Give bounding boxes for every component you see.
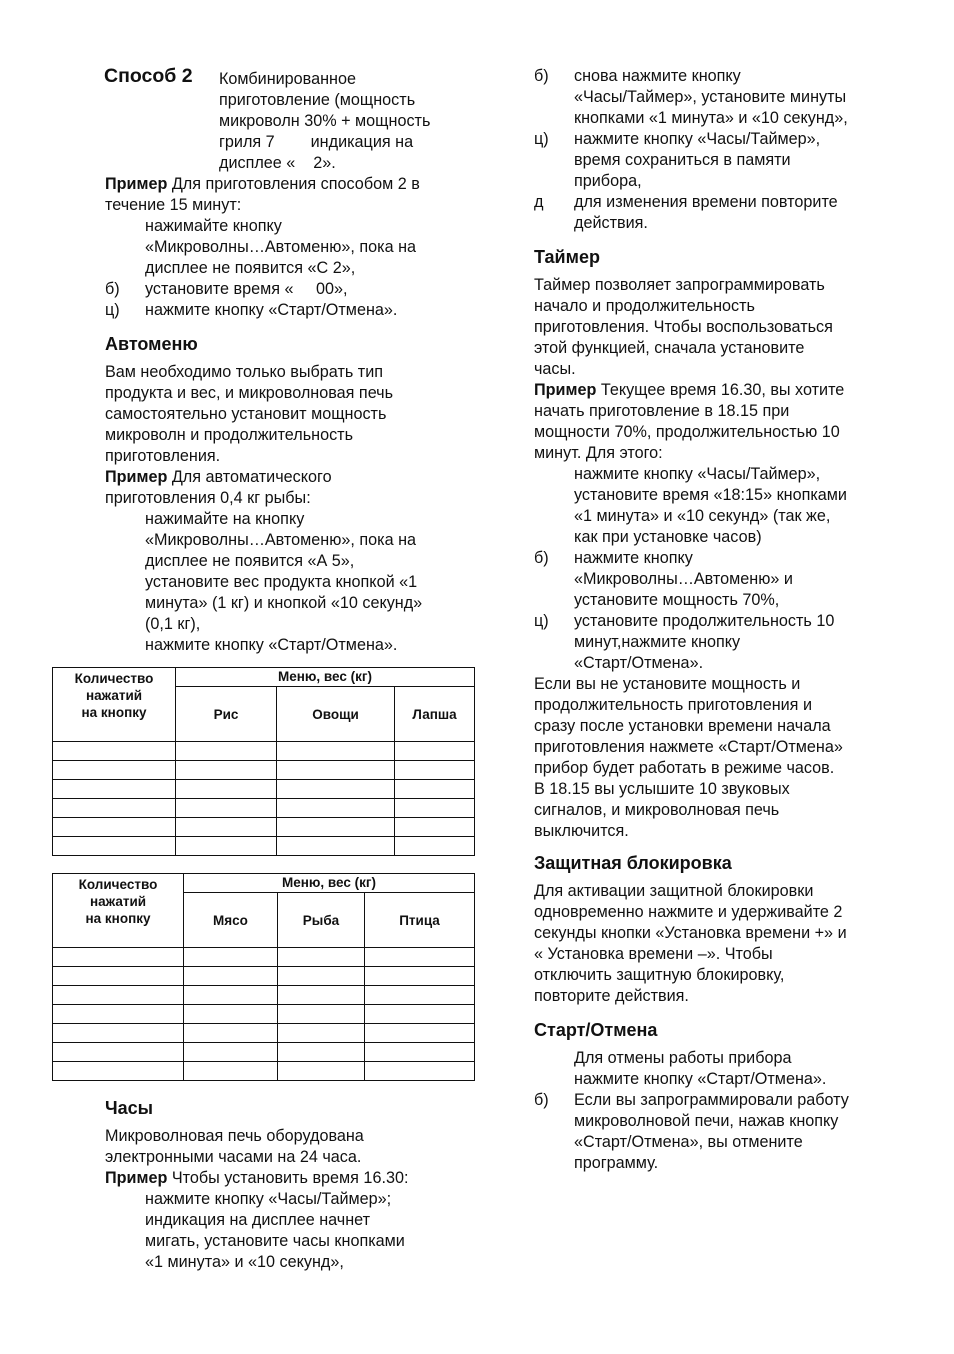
step-text: прибора, [574,172,642,190]
table-row [53,1062,475,1081]
lock-title: Защитная блокировка [534,853,732,873]
timer-after-line: сразу после установки времени начала [534,717,831,735]
step-text: нажмите кнопку [574,549,693,567]
table-left-header [53,874,184,948]
example-label: Пример [105,468,168,486]
table-row [53,986,475,1005]
step-text: для изменения времени повторите [574,193,838,211]
table-column-header: Рис [176,687,277,742]
clock-step: индикация на дисплее начнет [145,1211,371,1229]
step-marker: б) [534,1091,549,1109]
timer-line: часы. [534,360,576,378]
step-marker: б) [105,280,120,298]
step-marker: б) [534,549,549,567]
step-text: «1 минута» и «10 секунд» (так же, [574,507,831,525]
table-column-header: Овощи [277,687,395,742]
automenu-step: (0,1 кг), [145,615,201,633]
step-text: установите мощность 70%, [574,591,780,609]
timer-after-line: продолжительность приготовления и [534,696,812,714]
clock-line: Микроволновая печь оборудована [105,1127,364,1145]
table-row [53,948,475,967]
lock-line: секунды кнопки «Установка времени +» и [534,924,847,942]
step-text: «Часы/Таймер», установите минуты [574,88,847,106]
automenu-step: нажмите кнопку «Старт/Отмена». [145,636,398,654]
timer-after-line: сигналов, и микроволновая печь [534,801,780,819]
automenu-example-second: приготовления 0,4 кг рыбы: [105,489,311,507]
automenu-example-first [105,467,332,488]
timer-example-line: начать приготовление в 18.15 при [534,402,790,420]
table-column-header: Рыба [278,893,365,948]
example-text: Для приготовления способом 2 в [167,175,420,193]
timer-after-line: Если вы не установите мощность и [534,675,801,693]
table-row [53,818,475,837]
step-text: нажмите кнопку «Часы/Таймер», [574,130,821,148]
table-row [53,967,475,986]
example-label: Пример [534,381,597,399]
step-text: минут,нажмите кнопку [574,633,741,651]
step-text: «Микроволны…Автоменю» и [574,570,793,588]
step-marker: ц) [534,130,549,148]
step-marker: б) [534,67,549,85]
step-text: «Старт/Отмена», вы отмените [574,1133,803,1151]
table-row [53,1005,475,1024]
clock-step: мигать, установите часы кнопками [145,1232,405,1250]
step-text: микроволновой печи, нажав кнопку [574,1112,839,1130]
automenu-step: установите вес продукта кнопкой «1 [145,573,418,591]
timer-line: Таймер позволяет запрограммировать [534,276,825,294]
timer-after-line: В 18.15 вы услышите 10 звуковых [534,780,790,798]
automenu-table-2 [52,873,475,1081]
header-line: на кнопку [85,911,151,926]
automenu-line: Вам необходимо только выбрать тип [105,363,384,381]
timer-example-line: минут. Для этого: [534,444,663,462]
clock-step: нажмите кнопку «Часы/Таймер»; [145,1190,392,1208]
lock-line: одновременно нажмите и удерживайте 2 [534,903,843,921]
automenu-step: нажимайте на кнопку [145,510,305,528]
method2-line: микроволн 30% + мощность [219,112,431,130]
automenu-title: Автоменю [105,334,198,354]
step-text: программу. [574,1154,659,1172]
timer-example-first [534,380,844,401]
example-text: Текущее время 16.30, вы хотите [596,381,845,399]
header-line: нажатий [89,894,147,909]
automenu-line: продукта и вес, и микроволновая печь [105,384,394,402]
timer-line: этой функцией, сначала установите [534,339,805,357]
clock-step: «1 минута» и «10 секунд», [145,1253,344,1271]
timer-after-line: выключится. [534,822,629,840]
table-row [53,1043,475,1062]
table-column-header: Птица [365,893,475,948]
lock-line: повторите действия. [534,987,689,1005]
step-text: «Микроволны…Автоменю», пока на [145,238,417,256]
step-text: дисплее не появится «С 2», [145,259,356,277]
step-text: нажмите кнопку «Старт/Отмена». [145,301,398,319]
table-left-header [53,668,176,742]
timer-title: Таймер [534,247,600,267]
step-text: кнопками «1 минута» и «10 секунд», [574,109,848,127]
step-text: нажмите кнопку «Часы/Таймер», [574,465,821,483]
method2-line: приготовление (мощность [219,91,416,109]
step-text: Если вы запрограммировали работу [574,1091,849,1109]
lock-line: Для активации защитной блокировки [534,882,814,900]
step-text: нажимайте кнопку [145,217,282,235]
example1-first-line [105,174,420,195]
method2-line: дисплее « 2». [219,154,336,172]
step-text: действия. [574,214,648,232]
table-menu-header: Меню, вес (кг) [176,668,475,687]
method2-line: гриля 7 индикация на [219,133,414,151]
step-text: Для отмены работы прибора [574,1049,792,1067]
table-row [53,742,475,761]
step-text: установите продолжительность 10 [574,612,835,630]
automenu-line: микроволн и продолжительность [105,426,354,444]
step-text: как при установке часов) [574,528,762,546]
lock-line: « Установка времени –». Чтобы [534,945,773,963]
table-row [53,1024,475,1043]
header-line: Количество [78,877,158,892]
table-row [53,837,475,856]
step-text: время сохраниться в памяти [574,151,791,169]
table-row [53,761,475,780]
table-menu-header: Меню, вес (кг) [184,874,475,893]
timer-after-line: прибор будет работать в режиме часов. [534,759,835,777]
clock-title: Часы [105,1098,154,1118]
method2-line: Комбинированное [219,70,356,88]
header-line: на кнопку [81,705,147,720]
example-label: Пример [105,175,168,193]
header-line: нажатий [85,688,143,703]
timer-line: начало и продолжительность [534,297,755,315]
step-marker: ц) [534,612,549,630]
automenu-line: приготовления. [105,447,221,465]
start-title: Старт/Отмена [534,1020,658,1040]
automenu-table-1 [52,667,475,856]
header-line: Количество [74,671,154,686]
automenu-line: самостоятельно установит мощность [105,405,387,423]
clock-line: электронными часами на 24 часа. [105,1148,362,1166]
step-text: снова нажмите кнопку [574,67,741,85]
timer-line: приготовления. Чтобы воспользоваться [534,318,833,336]
example-label: Пример [105,1169,168,1187]
lock-line: отключить защитную блокировку, [534,966,785,984]
table-row [53,780,475,799]
example1-second-line: течение 15 минут: [105,196,242,214]
clock-example-first [105,1168,408,1189]
step-marker: д [534,193,544,211]
timer-after-line: приготовления нажмете «Старт/Отмена» [534,738,843,756]
step-text: нажмите кнопку «Старт/Отмена». [574,1070,827,1088]
step-marker: ц) [105,301,120,319]
automenu-step: дисплее не появится «А 5», [145,552,355,570]
step-text: установите время « 00», [145,280,348,298]
timer-example-line: мощности 70%, продолжительностью 10 [534,423,840,441]
method2-label: Способ 2 [104,65,193,87]
table-row [53,799,475,818]
step-text: «Старт/Отмена». [574,654,704,672]
automenu-step: минута» (1 кг) и кнопкой «10 секунд» [145,594,423,612]
example-text: Для автоматического [167,468,332,486]
step-text: установите время «18:15» кнопками [574,486,847,504]
example-text: Чтобы установить время 16.30: [167,1169,409,1187]
automenu-step: «Микроволны…Автоменю», пока на [145,531,417,549]
table-column-header: Лапша [395,687,475,742]
table-column-header: Мясо [184,893,278,948]
